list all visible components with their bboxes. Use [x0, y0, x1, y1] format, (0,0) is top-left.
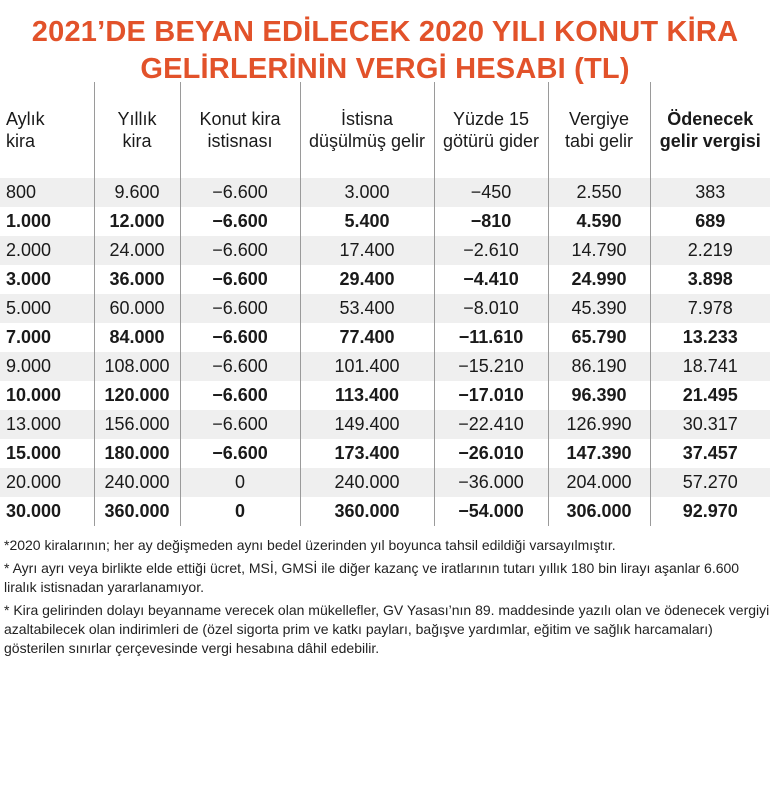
table-cell: −6.600 [180, 352, 300, 381]
table-cell: −6.600 [180, 323, 300, 352]
table-cell: 21.495 [650, 381, 770, 410]
table-row [0, 468, 770, 497]
table-cell: 149.400 [300, 410, 434, 439]
table-row [0, 178, 770, 207]
table-cell: 92.970 [650, 497, 770, 526]
table-cell: 37.457 [650, 439, 770, 468]
table-cell: 2.219 [650, 236, 770, 265]
table-row [0, 265, 770, 294]
table-cell: −4.410 [434, 265, 548, 294]
table-row [0, 207, 770, 236]
table-cell: 15.000 [6, 443, 62, 463]
table-cell: −6.600 [180, 207, 300, 236]
table-cell: 120.000 [94, 381, 180, 410]
table-row [0, 236, 770, 265]
title-line-1: 2021’DE BEYAN EDİLECEK 2020 YILI KONUT KİRA [31, 16, 739, 48]
header-monthly-rent: Aylık kira [6, 109, 45, 151]
table-cell: −22.410 [434, 410, 548, 439]
table-cell: 360.000 [94, 497, 180, 526]
table-cell: −6.600 [180, 439, 300, 468]
table-cell: −11.610 [434, 323, 548, 352]
table-cell: 86.190 [548, 352, 650, 381]
page-title [0, 0, 770, 85]
table-cell: 3.000 [6, 269, 52, 289]
table-row [0, 381, 770, 410]
table-cell: −450 [434, 178, 548, 207]
table-cell: 65.790 [548, 323, 650, 352]
table-cell: −6.600 [180, 294, 300, 323]
table-cell: −6.600 [180, 236, 300, 265]
table-cell: 13.233 [650, 323, 770, 352]
table-cell: 53.400 [300, 294, 434, 323]
table-cell: 689 [650, 207, 770, 236]
table-cell: 3.000 [300, 178, 434, 207]
table-cell: −6.600 [180, 265, 300, 294]
table-cell: 1.000 [6, 211, 52, 231]
table-cell: −6.600 [180, 410, 300, 439]
table-cell: 14.790 [548, 236, 650, 265]
header-annual-rent: Yıllık kira [94, 82, 180, 178]
table-row [0, 352, 770, 381]
table-cell: 4.590 [548, 207, 650, 236]
table-cell: −6.600 [180, 178, 300, 207]
header-taxable-income: Vergiye tabi gelir [548, 82, 650, 178]
table-body [0, 178, 770, 526]
table-row [0, 497, 770, 526]
footnote: *2020 kiralarının; her ay değişmeden aynı bedel üzerinden yıl boyunca tahsil edildiği varsayılmıştır. [4, 537, 616, 553]
table-cell: 5.000 [0, 294, 94, 323]
table-cell: −54.000 [434, 497, 548, 526]
table-cell: 0 [180, 468, 300, 497]
title-line-2: GELİRLERİNİN VERGİ HESABI (TL) [140, 53, 630, 85]
footnotes [0, 536, 770, 658]
table-cell: 60.000 [94, 294, 180, 323]
header-lump-sum-expense: Yüzde 15 götürü gider [434, 82, 548, 178]
table-cell: −810 [434, 207, 548, 236]
header-exemption: Konut kira istisnası [180, 82, 300, 178]
table-row [0, 410, 770, 439]
table-cell: 9.600 [94, 178, 180, 207]
table-cell: 173.400 [300, 439, 434, 468]
table-cell: −17.010 [434, 381, 548, 410]
table-cell: 180.000 [94, 439, 180, 468]
table-cell: 240.000 [300, 468, 434, 497]
table-cell: 0 [180, 497, 300, 526]
table-cell: 7.978 [650, 294, 770, 323]
table-cell: 126.990 [548, 410, 650, 439]
table-cell: 101.400 [300, 352, 434, 381]
table-cell: 29.400 [300, 265, 434, 294]
table-cell: 45.390 [548, 294, 650, 323]
table-cell: 147.390 [548, 439, 650, 468]
table-cell: 30.317 [650, 410, 770, 439]
table-cell: 17.400 [300, 236, 434, 265]
table-cell: 800 [0, 178, 94, 207]
table-cell: 18.741 [650, 352, 770, 381]
table-cell: 24.000 [94, 236, 180, 265]
table-row [0, 439, 770, 468]
table-cell: 108.000 [94, 352, 180, 381]
table-cell: 156.000 [94, 410, 180, 439]
table-cell: 383 [650, 178, 770, 207]
footnote: * Ayrı ayrı veya birlikte elde ettiği ücret, MSİ, GMSİ ile diğer kazanç ve iratlarının tutarı yıllık 180 bin lirayı aşanlar 6.600 liralık istisnadan yararlanamıyor. [4, 560, 740, 595]
tax-table [0, 82, 770, 526]
table-cell: 24.990 [548, 265, 650, 294]
table-row [0, 323, 770, 352]
table-cell: 96.390 [548, 381, 650, 410]
table-cell: 57.270 [650, 468, 770, 497]
table-cell: 12.000 [94, 207, 180, 236]
table-cell: 20.000 [0, 468, 94, 497]
table-cell: 306.000 [548, 497, 650, 526]
header-income-tax: Ödenecek gelir vergisi [650, 82, 770, 178]
table-cell: 204.000 [548, 468, 650, 497]
table-cell: 7.000 [6, 327, 52, 347]
table-cell: −6.600 [180, 381, 300, 410]
table-row [0, 294, 770, 323]
table-cell: 84.000 [94, 323, 180, 352]
header-row [0, 82, 770, 178]
table-cell: −36.000 [434, 468, 548, 497]
table-cell: 77.400 [300, 323, 434, 352]
table-cell: 360.000 [300, 497, 434, 526]
table-cell: −2.610 [434, 236, 548, 265]
table-cell: 36.000 [94, 265, 180, 294]
header-net-income: İstisna düşülmüş gelir [300, 82, 434, 178]
table-cell: 2.550 [548, 178, 650, 207]
table-cell: −8.010 [434, 294, 548, 323]
table-cell: 9.000 [0, 352, 94, 381]
table-cell: 10.000 [6, 385, 62, 405]
table-cell: 3.898 [650, 265, 770, 294]
table-cell: 30.000 [6, 501, 62, 521]
table-cell: 13.000 [0, 410, 94, 439]
table-cell: 240.000 [94, 468, 180, 497]
table-cell: −15.210 [434, 352, 548, 381]
table-cell: 2.000 [0, 236, 94, 265]
table-cell: 5.400 [300, 207, 434, 236]
table-cell: −26.010 [434, 439, 548, 468]
table-cell: 113.400 [300, 381, 434, 410]
footnote: * Kira gelirinden dolayı beyanname verecek olan mükellefler, GV Yasası’nın 89. maddesinde yazılı olan ve ödenecek vergiyi azaltabilecek olan indirimleri de (özel sigorta prim ve katkı payları, bağışve yardımlar, eğitim ve sağlık harcamaları) gösterilen sınırlar çerçevesinde vergi hesabına dâhil edebilir. [4, 602, 770, 656]
